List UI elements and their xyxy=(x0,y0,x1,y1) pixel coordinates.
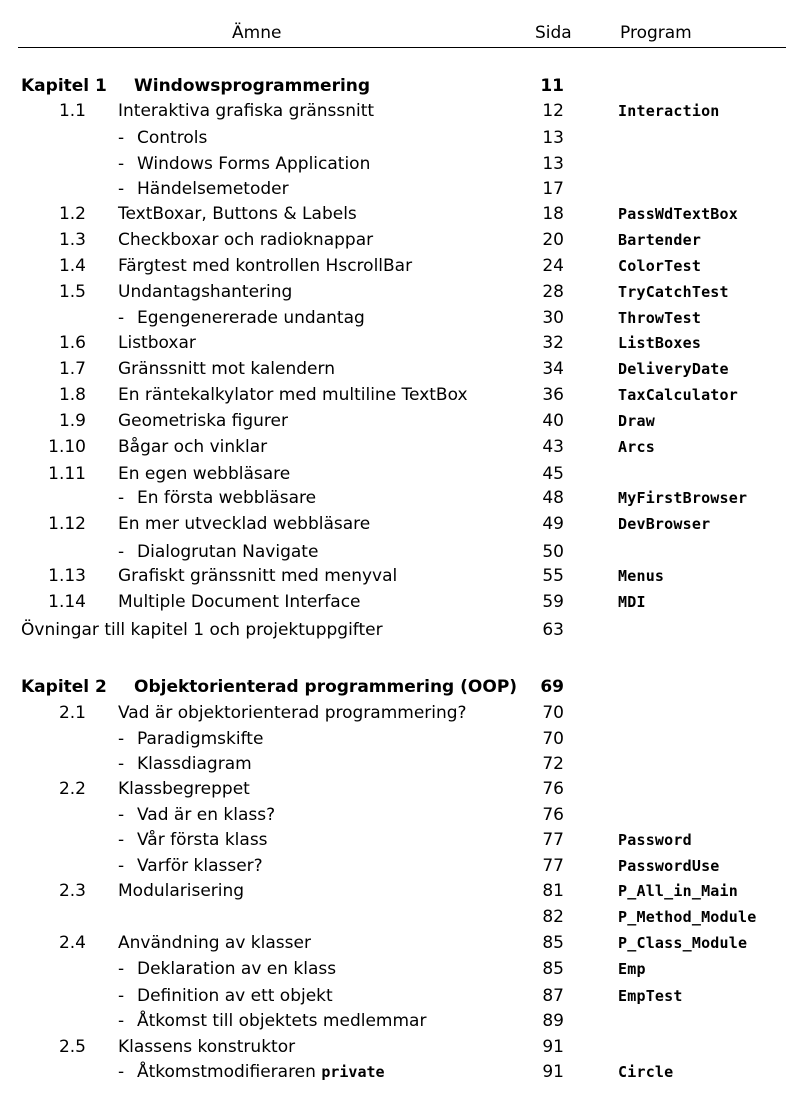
page-number: 76 xyxy=(542,805,564,825)
section-row xyxy=(0,255,800,277)
page-number: 18 xyxy=(542,204,564,224)
entry-title: Listboxar xyxy=(118,333,196,353)
page-number: 81 xyxy=(542,881,564,901)
page-number: 59 xyxy=(542,592,564,612)
subsection-dash: - xyxy=(118,856,125,876)
section-number: 2.3 xyxy=(58,881,86,901)
page-number: 12 xyxy=(542,101,564,121)
page-number: 82 xyxy=(542,907,564,927)
subsection-dash: - xyxy=(118,1062,125,1082)
subsection-row xyxy=(0,855,800,877)
entry-title: Paradigmskifte xyxy=(137,729,264,749)
section-row xyxy=(0,410,800,432)
page-number: 89 xyxy=(542,1011,564,1031)
program-name: Draw xyxy=(618,412,655,430)
page-number: 43 xyxy=(542,437,564,457)
chapter-title: Windowsprogrammering xyxy=(134,76,371,96)
header-subject: Ämne xyxy=(232,23,282,43)
section-number: 1.13 xyxy=(48,566,86,586)
entry-title: Checkboxar och radioknappar xyxy=(118,230,374,250)
program-name: Bartender xyxy=(618,231,702,249)
section-number: 2.5 xyxy=(58,1037,86,1057)
subsection-row xyxy=(0,1061,800,1083)
subsection-row xyxy=(0,753,800,775)
page-number: 55 xyxy=(542,566,564,586)
page-number: 40 xyxy=(542,411,564,431)
subsection-row xyxy=(0,829,800,851)
program-name: MyFirstBrowser xyxy=(618,489,748,507)
program-name: PassWdTextBox xyxy=(618,205,738,223)
subsection-dash: - xyxy=(118,830,125,850)
entry-title: Klassens konstruktor xyxy=(118,1037,296,1057)
entry-title: Klassdiagram xyxy=(137,754,252,774)
page-number: 32 xyxy=(542,333,564,353)
program-name: EmpTest xyxy=(618,987,683,1005)
section-row xyxy=(0,229,800,251)
section-number: 1.3 xyxy=(58,230,86,250)
subsection-dash: - xyxy=(118,154,125,174)
page-number: 76 xyxy=(542,779,564,799)
entry-title: Färgtest med kontrollen HscrollBar xyxy=(118,256,413,276)
header-divider xyxy=(18,47,786,48)
subsection-row xyxy=(0,804,800,826)
section-number: 1.7 xyxy=(58,359,86,379)
subsection-dash: - xyxy=(118,754,125,774)
entry-title: Multiple Document Interface xyxy=(118,592,361,612)
section-number: 2.1 xyxy=(58,703,86,723)
page-number: 77 xyxy=(542,856,564,876)
page-number: 91 xyxy=(542,1062,564,1082)
page-number: 50 xyxy=(542,542,564,562)
page-number: 70 xyxy=(542,729,564,749)
section-row xyxy=(0,702,800,724)
page-number: 13 xyxy=(542,128,564,148)
program-name: TaxCalculator xyxy=(618,386,738,404)
entry-title: Controls xyxy=(137,128,208,148)
page-number: 69 xyxy=(540,677,564,697)
subsection-row xyxy=(0,1010,800,1032)
entry-title: Användning av klasser xyxy=(118,933,311,953)
program-name: P_Method_Module xyxy=(618,908,757,926)
subsection-dash: - xyxy=(118,488,125,508)
entry-title: Övningar till kapitel 1 och projektuppgifter xyxy=(21,620,383,640)
page-number: 17 xyxy=(542,179,564,199)
entry-title: En räntekalkylator med multiline TextBox xyxy=(118,385,468,405)
subsection-row xyxy=(0,541,800,563)
section-number: 1.2 xyxy=(58,204,86,224)
page-number: 77 xyxy=(542,830,564,850)
program-name: P_All_in_Main xyxy=(618,882,738,900)
entry-title: Dialogrutan Navigate xyxy=(137,542,319,562)
section-number: 2.4 xyxy=(58,933,86,953)
entry-title: En första webbläsare xyxy=(137,488,317,508)
section-row xyxy=(0,513,800,535)
page-number: 30 xyxy=(542,308,564,328)
subsection-dash: - xyxy=(118,959,125,979)
chapter-heading xyxy=(0,676,800,698)
page-number: 48 xyxy=(542,488,564,508)
entry-title: En mer utvecklad webbläsare xyxy=(118,514,371,534)
section-number: 1.9 xyxy=(58,411,86,431)
page-number: 24 xyxy=(542,256,564,276)
program-name: ColorTest xyxy=(618,257,702,275)
section-row xyxy=(0,565,800,587)
entry-title: Åtkomst till objektets medlemmar xyxy=(137,1011,427,1031)
header-program: Program xyxy=(620,23,692,43)
program-name: Interaction xyxy=(618,102,720,120)
section-number: 1.14 xyxy=(48,592,86,612)
entry-title: Händelsemetoder xyxy=(137,179,289,199)
subsection-row xyxy=(0,487,800,509)
entry-title: Bågar och vinklar xyxy=(118,437,268,457)
page-number: 72 xyxy=(542,754,564,774)
entry-title: Klassbegreppet xyxy=(118,779,250,799)
subsection-dash: - xyxy=(118,986,125,1006)
subsection-row xyxy=(0,178,800,200)
section-row xyxy=(0,332,800,354)
section-row xyxy=(0,281,800,303)
entry-title: Interaktiva grafiska gränssnitt xyxy=(118,101,375,121)
subsection-row xyxy=(0,985,800,1007)
entry-title: Vad är objektorienterad programmering? xyxy=(118,703,467,723)
exercises-row xyxy=(0,619,800,641)
section-row xyxy=(0,384,800,406)
page-number: 45 xyxy=(542,464,564,484)
section-row xyxy=(0,463,800,485)
program-name: DeliveryDate xyxy=(618,360,729,378)
section-row xyxy=(0,100,800,122)
program-name: PasswordUse xyxy=(618,857,720,875)
inline-code: private xyxy=(321,1063,385,1081)
section-row xyxy=(0,1036,800,1058)
entry-title: Deklaration av en klass xyxy=(137,959,337,979)
page-number: 63 xyxy=(542,620,564,640)
section-number: 1.4 xyxy=(58,256,86,276)
section-number: 1.10 xyxy=(48,437,86,457)
entry-title: TextBoxar, Buttons & Labels xyxy=(118,204,357,224)
entry-title: Definition av ett objekt xyxy=(137,986,333,1006)
section-number: 2.2 xyxy=(58,779,86,799)
page-number: 85 xyxy=(542,959,564,979)
section-number: 1.5 xyxy=(58,282,86,302)
chapter-heading xyxy=(0,75,800,97)
program-name: P_Class_Module xyxy=(618,934,748,952)
continuation-row xyxy=(0,906,800,928)
subsection-row xyxy=(0,958,800,980)
section-row xyxy=(0,778,800,800)
program-name: DevBrowser xyxy=(618,515,711,533)
section-row xyxy=(0,880,800,902)
page-number: 70 xyxy=(542,703,564,723)
chapter-label: Kapitel 2 xyxy=(21,677,107,697)
entry-title: Grafiskt gränssnitt med menyval xyxy=(118,566,398,586)
entry-title: Geometriska figurer xyxy=(118,411,288,431)
header-page: Sida xyxy=(535,23,572,43)
subsection-row xyxy=(0,127,800,149)
program-name: Arcs xyxy=(618,438,655,456)
page-number: 87 xyxy=(542,986,564,1006)
entry-title: Modularisering xyxy=(118,881,245,901)
page-number: 11 xyxy=(540,76,564,96)
page-number: 85 xyxy=(542,933,564,953)
subsection-dash: - xyxy=(118,1011,125,1031)
section-number: 1.6 xyxy=(58,333,86,353)
entry-title: Gränssnitt mot kalendern xyxy=(118,359,335,379)
subsection-row xyxy=(0,728,800,750)
entry-title: Vad är en klass? xyxy=(137,805,276,825)
section-number: 1.11 xyxy=(48,464,86,484)
page-number: 28 xyxy=(542,282,564,302)
page-number: 34 xyxy=(542,359,564,379)
page-number: 49 xyxy=(542,514,564,534)
section-number: 1.1 xyxy=(58,101,86,121)
program-name: ThrowTest xyxy=(618,309,702,327)
entry-title: Åtkomstmodifieraren private xyxy=(137,1062,385,1082)
entry-title: Egengenererade undantag xyxy=(137,308,365,328)
subsection-dash: - xyxy=(118,128,125,148)
subsection-dash: - xyxy=(118,308,125,328)
section-row xyxy=(0,203,800,225)
program-name: ListBoxes xyxy=(618,334,702,352)
program-name: Emp xyxy=(618,960,646,978)
subsection-dash: - xyxy=(118,542,125,562)
program-name: Circle xyxy=(618,1063,674,1081)
section-row xyxy=(0,436,800,458)
program-name: MDI xyxy=(618,593,646,611)
subsection-row xyxy=(0,153,800,175)
subsection-dash: - xyxy=(118,729,125,749)
subsection-row xyxy=(0,307,800,329)
chapter-label: Kapitel 1 xyxy=(21,76,107,96)
section-row xyxy=(0,591,800,613)
section-number: 1.8 xyxy=(58,385,86,405)
page-number: 36 xyxy=(542,385,564,405)
subsection-dash: - xyxy=(118,805,125,825)
subsection-dash: - xyxy=(118,179,125,199)
page-number: 13 xyxy=(542,154,564,174)
entry-title: Windows Forms Application xyxy=(137,154,371,174)
entry-title: En egen webbläsare xyxy=(118,464,291,484)
program-name: TryCatchTest xyxy=(618,283,729,301)
entry-title: Undantagshantering xyxy=(118,282,293,302)
entry-title: Varför klasser? xyxy=(137,856,263,876)
section-row xyxy=(0,358,800,380)
entry-title: Vår första klass xyxy=(137,830,268,850)
program-name: Menus xyxy=(618,567,665,585)
section-number: 1.12 xyxy=(48,514,86,534)
page-number: 91 xyxy=(542,1037,564,1057)
program-name: Password xyxy=(618,831,692,849)
chapter-title: Objektorienterad programmering (OOP) xyxy=(134,677,518,697)
page-number: 20 xyxy=(542,230,564,250)
section-row xyxy=(0,932,800,954)
